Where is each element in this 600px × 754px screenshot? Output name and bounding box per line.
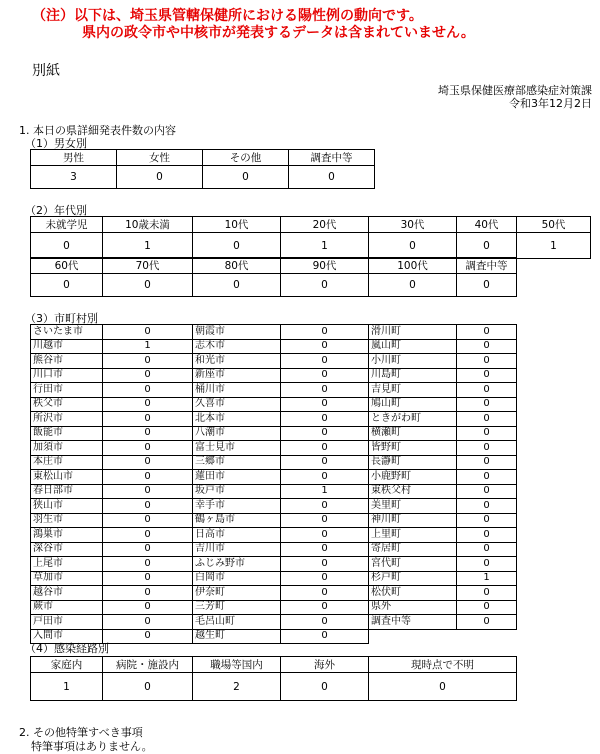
municipality-count: 0 [457, 513, 517, 528]
municipality-row [31, 325, 517, 340]
municipality-name: 鳩山町 [369, 397, 457, 412]
municipality-name: 美里町 [369, 499, 457, 514]
municipality-count: 1 [103, 339, 193, 354]
municipality-count: 0 [103, 600, 193, 615]
route-value: 1 [31, 673, 103, 701]
municipality-name: 志木市 [193, 339, 281, 354]
gender-value: 0 [203, 166, 289, 189]
municipality-name: 横瀬町 [369, 426, 457, 441]
municipality-row [31, 397, 517, 412]
municipality-row [31, 368, 517, 383]
municipality-count: 0 [281, 354, 369, 369]
gender-header: 調査中等 [289, 150, 375, 166]
municipality-count: 0 [103, 412, 193, 427]
municipality-row [31, 383, 517, 398]
municipality-count: 0 [457, 368, 517, 383]
municipality-name: 滑川町 [369, 325, 457, 340]
municipality-count: 0 [457, 557, 517, 572]
age-value: 0 [193, 274, 281, 297]
municipality-name: 行田市 [31, 383, 103, 398]
gender-value: 3 [31, 166, 117, 189]
municipality-name: 春日部市 [31, 484, 103, 499]
municipality-count: 0 [281, 528, 369, 543]
municipality-name: 飯能市 [31, 426, 103, 441]
municipality-row [31, 513, 517, 528]
gender-header: その他 [203, 150, 289, 166]
municipality-count: 0 [281, 513, 369, 528]
route-header: 家庭内 [31, 657, 103, 673]
municipality-count: 0 [457, 528, 517, 543]
municipality-count: 0 [103, 368, 193, 383]
municipality-name: 富士見市 [193, 441, 281, 456]
municipality-name: 草加市 [31, 571, 103, 586]
municipality-row [31, 470, 517, 485]
municipality-name: 桶川市 [193, 383, 281, 398]
gender-value: 0 [289, 166, 375, 189]
municipality-name: 三郷市 [193, 455, 281, 470]
municipality-name: 県外 [369, 600, 457, 615]
route-value: 2 [193, 673, 281, 701]
municipality-count: 0 [457, 499, 517, 514]
municipality-row [31, 354, 517, 369]
municipality-name: 松伏町 [369, 586, 457, 601]
issuer: 埼玉県保健医療部感染症対策課 [438, 84, 592, 97]
municipality-count: 0 [103, 325, 193, 340]
municipality-row [31, 557, 517, 572]
age-header: 40代 [457, 217, 517, 233]
municipality-count: 0 [103, 629, 193, 644]
municipality-name: 小鹿野町 [369, 470, 457, 485]
municipality-count: 0 [281, 368, 369, 383]
municipality-count: 0 [457, 455, 517, 470]
municipality-count: 0 [457, 383, 517, 398]
age-header: 60代 [31, 258, 103, 274]
municipality-name: 加須市 [31, 441, 103, 456]
age-value: 1 [281, 233, 369, 259]
municipality-count: 0 [103, 470, 193, 485]
section2-title: 2. その他特筆すべき事項 [19, 726, 143, 739]
route-title: （4）感染経路別 [25, 642, 109, 655]
municipality-count: 0 [457, 441, 517, 456]
age-table-row2 [30, 257, 517, 297]
municipality-count: 0 [457, 412, 517, 427]
municipality-count: 0 [457, 615, 517, 630]
municipality-table [30, 324, 517, 644]
municipality-count: 0 [103, 499, 193, 514]
municipality-name: 深谷市 [31, 542, 103, 557]
age-header: 未就学児 [31, 217, 103, 233]
attachment-label: 別紙 [32, 63, 60, 79]
age-header: 20代 [281, 217, 369, 233]
municipality-name: 白岡市 [193, 571, 281, 586]
municipality-count: 0 [281, 325, 369, 340]
notice-line-1: （注）以下は、埼玉県管轄保健所における陽性例の動向です。 [32, 8, 423, 24]
municipality-row [31, 499, 517, 514]
municipality-row [31, 571, 517, 586]
route-header: 職場等国内 [193, 657, 281, 673]
municipality-count: 0 [457, 484, 517, 499]
municipality-count: 0 [103, 455, 193, 470]
municipality-name: 坂戸市 [193, 484, 281, 499]
municipality-count: 0 [281, 499, 369, 514]
municipality-name: 熊谷市 [31, 354, 103, 369]
municipality-count: 0 [103, 513, 193, 528]
municipality-count: 0 [457, 325, 517, 340]
municipality-name: 本庄市 [31, 455, 103, 470]
municipality-name: 伊奈町 [193, 586, 281, 601]
municipality-count: 0 [103, 542, 193, 557]
municipality-count: 0 [103, 484, 193, 499]
empty-cell [369, 629, 457, 644]
municipality-name: 所沢市 [31, 412, 103, 427]
municipality-row [31, 441, 517, 456]
route-value: 0 [281, 673, 369, 701]
age-header: 50代 [517, 217, 591, 233]
municipality-name: 嵐山町 [369, 339, 457, 354]
municipality-count: 0 [103, 615, 193, 630]
municipality-count: 0 [281, 629, 369, 644]
municipality-count: 0 [281, 397, 369, 412]
municipality-name: 和光市 [193, 354, 281, 369]
municipality-name: 川口市 [31, 368, 103, 383]
municipality-row [31, 542, 517, 557]
route-table [30, 656, 517, 701]
age-header: 90代 [281, 258, 369, 274]
municipality-count: 0 [103, 383, 193, 398]
municipality-name: 宮代町 [369, 557, 457, 572]
route-header: 現時点で不明 [369, 657, 517, 673]
age-table-row1 [30, 216, 591, 259]
route-value: 0 [369, 673, 517, 701]
municipality-row [31, 426, 517, 441]
municipality-count: 0 [281, 586, 369, 601]
municipality-row [31, 455, 517, 470]
municipality-name: 東松山市 [31, 470, 103, 485]
municipality-count: 0 [103, 354, 193, 369]
section1-title: 1. 本日の県詳細発表件数の内容 [19, 124, 176, 137]
municipality-name: 越生町 [193, 629, 281, 644]
age-value: 0 [103, 274, 193, 297]
age-value: 0 [281, 274, 369, 297]
age-header: 10代 [193, 217, 281, 233]
age-header: 100代 [369, 258, 457, 274]
municipality-count: 0 [281, 426, 369, 441]
gender-header: 男性 [31, 150, 117, 166]
municipality-name: 蓮田市 [193, 470, 281, 485]
municipality-name: 羽生市 [31, 513, 103, 528]
age-value: 0 [457, 274, 517, 297]
municipality-count: 0 [457, 339, 517, 354]
municipality-count: 1 [281, 484, 369, 499]
municipality-name: 小川町 [369, 354, 457, 369]
age-value: 0 [31, 274, 103, 297]
municipality-count: 0 [103, 426, 193, 441]
municipality-count: 0 [103, 397, 193, 412]
age-value: 1 [103, 233, 193, 259]
municipality-count: 0 [457, 586, 517, 601]
municipality-count: 0 [103, 586, 193, 601]
municipality-name: 上尾市 [31, 557, 103, 572]
route-header: 海外 [281, 657, 369, 673]
age-value: 0 [369, 233, 457, 259]
date: 令和3年12月2日 [509, 97, 592, 110]
municipality-count: 0 [281, 339, 369, 354]
municipality-count: 0 [457, 470, 517, 485]
municipality-name: 久喜市 [193, 397, 281, 412]
gender-value: 0 [117, 166, 203, 189]
municipality-count: 0 [457, 542, 517, 557]
municipality-name: ときがわ町 [369, 412, 457, 427]
municipality-count: 0 [103, 557, 193, 572]
age-header: 調査中等 [457, 258, 517, 274]
municipality-name: 北本市 [193, 412, 281, 427]
municipality-name: 皆野町 [369, 441, 457, 456]
municipality-name: 鴻巣市 [31, 528, 103, 543]
age-title: （2）年代別 [25, 204, 87, 217]
municipality-name: 調査中等 [369, 615, 457, 630]
age-header: 70代 [103, 258, 193, 274]
municipality-count: 0 [281, 557, 369, 572]
municipality-count: 0 [281, 542, 369, 557]
municipality-name: 八潮市 [193, 426, 281, 441]
municipality-name: 川島町 [369, 368, 457, 383]
municipality-name: 鶴ヶ島市 [193, 513, 281, 528]
age-header: 80代 [193, 258, 281, 274]
municipality-row [31, 615, 517, 630]
municipality-name: 吉見町 [369, 383, 457, 398]
municipality-name: 吉川市 [193, 542, 281, 557]
municipality-row [31, 339, 517, 354]
section2-body: 特筆事項はありません。 [31, 740, 153, 753]
municipality-name: 朝霞市 [193, 325, 281, 340]
age-header: 30代 [369, 217, 457, 233]
municipality-count: 0 [281, 470, 369, 485]
municipality-count: 0 [103, 571, 193, 586]
municipality-name: 毛呂山町 [193, 615, 281, 630]
municipality-count: 0 [457, 354, 517, 369]
municipality-name: 東秩父村 [369, 484, 457, 499]
age-header: 10歳未満 [103, 217, 193, 233]
municipality-title: （3）市町村別 [25, 312, 98, 325]
municipality-name: ふじみ野市 [193, 557, 281, 572]
municipality-count: 0 [103, 528, 193, 543]
age-value: 1 [517, 233, 591, 259]
municipality-name: 新座市 [193, 368, 281, 383]
municipality-name: さいたま市 [31, 325, 103, 340]
municipality-name: 戸田市 [31, 615, 103, 630]
municipality-count: 0 [281, 412, 369, 427]
municipality-name: 狭山市 [31, 499, 103, 514]
municipality-count: 1 [457, 571, 517, 586]
municipality-name: 三芳町 [193, 600, 281, 615]
route-value: 0 [103, 673, 193, 701]
gender-table [30, 149, 375, 189]
age-value: 0 [31, 233, 103, 259]
municipality-name: 蕨市 [31, 600, 103, 615]
municipality-count: 0 [281, 600, 369, 615]
municipality-name: 秩父市 [31, 397, 103, 412]
municipality-count: 0 [281, 441, 369, 456]
notice-line-2: 県内の政令市や中核市が発表するデータは含まれていません。 [82, 25, 475, 41]
age-value: 0 [193, 233, 281, 259]
route-header: 病院・施設内 [103, 657, 193, 673]
age-value: 0 [369, 274, 457, 297]
municipality-count: 0 [457, 600, 517, 615]
municipality-count: 0 [457, 397, 517, 412]
municipality-row [31, 586, 517, 601]
municipality-row [31, 484, 517, 499]
municipality-row [31, 412, 517, 427]
municipality-name: 上里町 [369, 528, 457, 543]
municipality-name: 入間市 [31, 629, 103, 644]
municipality-count: 0 [457, 426, 517, 441]
municipality-row [31, 528, 517, 543]
municipality-name: 越谷市 [31, 586, 103, 601]
municipality-row [31, 600, 517, 615]
municipality-name: 長瀞町 [369, 455, 457, 470]
municipality-name: 幸手市 [193, 499, 281, 514]
municipality-count: 0 [281, 455, 369, 470]
municipality-name: 杉戸町 [369, 571, 457, 586]
municipality-name: 川越市 [31, 339, 103, 354]
municipality-count: 0 [103, 441, 193, 456]
municipality-name: 日高市 [193, 528, 281, 543]
gender-title: （1）男女別 [25, 137, 87, 150]
municipality-name: 寄居町 [369, 542, 457, 557]
municipality-count: 0 [281, 571, 369, 586]
municipality-count: 0 [281, 383, 369, 398]
gender-header: 女性 [117, 150, 203, 166]
empty-cell [457, 629, 517, 644]
municipality-name: 神川町 [369, 513, 457, 528]
age-value: 0 [457, 233, 517, 259]
municipality-count: 0 [281, 615, 369, 630]
